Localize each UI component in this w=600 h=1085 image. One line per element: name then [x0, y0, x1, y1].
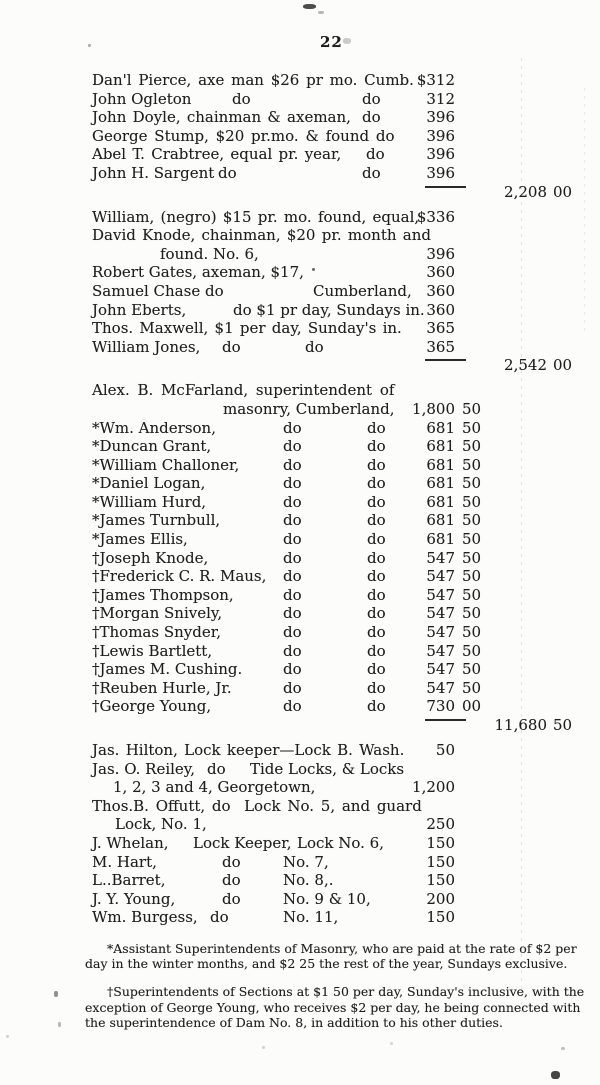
row-ditto: Lock Keeper, [193, 833, 292, 852]
row-amount: 1,200 [412, 778, 455, 797]
ledger-row [0, 549, 600, 568]
ledger-row [0, 871, 600, 890]
row-ditto: do [222, 889, 241, 908]
row-ditto: do [362, 163, 381, 182]
row-name: †Reuben Hurle, Jr. [92, 678, 232, 697]
ledger-section [0, 381, 600, 735]
row-name: found. No. 6, [160, 244, 259, 263]
page-number: 22 [320, 33, 343, 51]
row-name: William, (negro) $15 pr. mo. found, equal, [92, 207, 420, 226]
row-ditto: do [367, 697, 386, 716]
subtotal-cents: 00 [553, 356, 573, 375]
scan-speck [262, 1046, 265, 1049]
ledger-row [0, 419, 600, 438]
subtotal-cents: 00 [553, 182, 573, 201]
subtotal-row [0, 356, 600, 375]
row-name: John H. Sargent [92, 163, 215, 182]
row-amount: 150 [426, 852, 455, 871]
row-ditto: do [367, 474, 386, 493]
row-ditto: do [367, 511, 386, 530]
row-ditto: No. 7, [283, 852, 329, 871]
row-ditto: do [367, 418, 386, 437]
row-amount: 396 [426, 126, 455, 145]
row-amount: 681 [426, 511, 455, 530]
ledger-row [0, 437, 600, 456]
row-amount: 681 [426, 418, 455, 437]
row-amount: 200 [426, 889, 455, 908]
row-amount: 396 [426, 163, 455, 182]
scan-speck [88, 44, 91, 47]
row-name: †James M. Cushing. [92, 660, 243, 679]
row-amount: 547 [426, 585, 455, 604]
subtotal-cents: 50 [553, 716, 573, 734]
row-cents: 50 [462, 623, 482, 642]
row-amount: 547 [426, 678, 455, 697]
ledger-row [0, 71, 600, 90]
footnote-line: the superintendence of Dam No. 8, in addition to his other duties. [85, 1014, 503, 1030]
row-amount: $312 [416, 71, 455, 89]
row-name: †James Thompson, [92, 585, 234, 604]
row-amount: 730 [426, 697, 455, 716]
row-ditto: do [222, 871, 241, 890]
row-ditto: do [283, 641, 302, 660]
row-ditto: do [218, 163, 237, 182]
row-ditto: do [367, 678, 386, 697]
row-name: John Doyle, chainman & axeman, [92, 108, 351, 127]
ledger-row [0, 853, 600, 872]
row-ditto: do [367, 585, 386, 604]
row-amount: 547 [426, 604, 455, 623]
ledger [0, 71, 600, 933]
row-cents: 50 [462, 455, 482, 474]
ledger-row [0, 660, 600, 679]
row-ditto: do [283, 530, 302, 549]
row-amount: 150 [426, 833, 455, 852]
row-ditto: do [367, 437, 386, 456]
row-ditto: No. 8,. [283, 871, 334, 890]
row-ditto: No. 9 & 10, [283, 889, 371, 908]
row-amount: 547 [426, 567, 455, 586]
row-ditto: do [222, 852, 241, 871]
row-amount: 547 [426, 623, 455, 642]
row-cents: 50 [462, 641, 482, 660]
row-name: William Jones, [92, 337, 201, 356]
row-ditto: do [283, 585, 302, 604]
row-ditto: do [207, 759, 226, 778]
ledger-row [0, 263, 600, 282]
row-ditto: do [205, 281, 224, 300]
row-ditto: do [283, 567, 302, 586]
footnote-line: day in the winter months, and $2 25 the rest of the year, Sundays exclusive. [85, 956, 568, 972]
row-ditto: do [232, 89, 251, 108]
footnote-line: †Superintendents of Sections at $1 50 per day, Sunday's inclusive, with the [107, 984, 585, 1000]
ledger-row [0, 108, 600, 127]
row-name: masonry, Cumberland, [223, 399, 395, 418]
ledger-row [0, 456, 600, 475]
row-amount: 150 [426, 908, 455, 927]
ledger-row [0, 474, 600, 493]
ledger-row [0, 567, 600, 586]
row-name: J. Y. Young, [92, 889, 176, 908]
row-amount: 1,800 [412, 399, 455, 418]
row-amount: 681 [426, 530, 455, 549]
subtotal-row [0, 183, 600, 202]
row-name: David Knode, chainman, $20 pr. month and [92, 226, 431, 245]
row-amount: 360 [426, 263, 455, 282]
ledger-section [0, 208, 600, 376]
row-amount: 365 [426, 319, 455, 338]
row-amount: 681 [426, 474, 455, 493]
scan-speck [318, 11, 324, 14]
row-cents: 00 [462, 697, 482, 716]
ledger-row [0, 834, 600, 853]
ledger-row [0, 760, 600, 779]
scan-speck [54, 991, 58, 997]
row-ditto: Cumberland, [313, 281, 412, 300]
row-ditto: do [367, 641, 386, 660]
row-name: †Morgan Snively, [92, 604, 223, 623]
ledger-row [0, 208, 600, 227]
ledger-row [0, 381, 600, 400]
footnote-line: *Assistant Superintendents of Masonry, who are paid at the rate of $2 per [107, 941, 577, 956]
scan-speck [551, 1071, 560, 1079]
row-cents: 50 [462, 418, 482, 437]
row-amount: 396 [426, 145, 455, 164]
row-name: Wm. Burgess, [92, 908, 198, 927]
row-name: Dan'l Pierce, axe man $26 pr mo. Cumb. [92, 71, 414, 89]
ledger-row [0, 623, 600, 642]
row-amount: 150 [426, 871, 455, 890]
ledger-row [0, 301, 600, 320]
row-cents: 50 [462, 548, 482, 567]
row-amount: 547 [426, 548, 455, 567]
row-cents: 50 [462, 511, 482, 530]
row-ditto: do [362, 108, 381, 127]
row-name: *Duncan Grant, [92, 437, 212, 456]
ledger-row [0, 778, 600, 797]
subtotal-dollars: 2,208 [504, 182, 547, 201]
ledger-row [0, 815, 600, 834]
ledger-row [0, 493, 600, 512]
row-ditto: do [367, 492, 386, 511]
row-ditto: do [367, 623, 386, 642]
row-amount: 681 [426, 437, 455, 456]
row-ditto: do [283, 604, 302, 623]
ledger-row [0, 400, 600, 419]
scan-speck [390, 1042, 393, 1045]
row-amount: 365 [426, 337, 455, 356]
row-amount: $336 [416, 207, 455, 226]
row-name: Robert Gates, axeman, $17, [92, 263, 304, 282]
row-ditto: do [283, 437, 302, 456]
ledger-section [0, 71, 600, 202]
scan-speck [58, 1022, 61, 1027]
row-name: †Thomas Snyder, [92, 623, 222, 642]
row-name: *William Challoner, [92, 455, 240, 474]
row-ditto: do [222, 337, 241, 356]
row-cents: 50 [462, 530, 482, 549]
row-name: *Daniel Logan, [92, 474, 206, 493]
row-cents: 50 [462, 399, 482, 418]
row-name: J. Whelan, [92, 833, 169, 852]
ledger-row [0, 586, 600, 605]
row-amount: 547 [426, 660, 455, 679]
row-ditto: do [367, 455, 386, 474]
row-name: L..Barret, [92, 871, 166, 890]
row-amount: 681 [426, 455, 455, 474]
row-amount: 50 [435, 741, 455, 759]
subtotal-row [0, 716, 600, 735]
ledger-row [0, 797, 600, 816]
ledger-row [0, 90, 600, 109]
row-name: Alex. B. McFarland, superintendent of [92, 381, 395, 400]
ledger-row [0, 338, 600, 357]
row-name: Jas. O. Reiley, [92, 759, 196, 778]
row-name: †George Young, [92, 697, 212, 716]
row-name: *William Hurd, [92, 492, 207, 511]
footnotes [85, 941, 585, 1043]
ledger-row [0, 890, 600, 909]
scan-speck [6, 1035, 9, 1038]
row-ditto: do [367, 604, 386, 623]
ledger-row [0, 282, 600, 301]
row-name: *Wm. Anderson, [92, 418, 216, 437]
row-ditto: do [283, 455, 302, 474]
row-ditto: Lock No. 6, [297, 833, 384, 852]
ledger-section [0, 741, 600, 927]
row-ditto: do [283, 697, 302, 716]
row-ditto: do [283, 678, 302, 697]
ledger-row [0, 127, 600, 146]
row-ditto: Tide Locks, & Locks [250, 759, 405, 778]
ledger-row [0, 511, 600, 530]
row-name: Abel T. Crabtree, equal pr. year, [92, 145, 342, 164]
row-ditto: do [362, 89, 381, 108]
row-cents: 50 [462, 474, 482, 493]
row-amount: 360 [426, 300, 455, 319]
footnote-line: exception of George Young, who receives $2 per day, he being connected with [85, 999, 581, 1015]
row-name: Jas. Hilton, Lock keeper—Lock B. Wash. [92, 741, 405, 759]
ledger-row [0, 642, 600, 661]
row-amount: 250 [426, 815, 455, 834]
row-ditto: do [283, 623, 302, 642]
row-name: 1, 2, 3 and 4, Georgetown, [113, 778, 316, 797]
ledger-row [0, 741, 600, 760]
row-amount: 396 [426, 244, 455, 263]
row-name: *James Ellis, [92, 530, 188, 549]
ledger-row [0, 697, 600, 716]
footnote [85, 941, 580, 971]
row-name: Samuel Chase [92, 281, 201, 300]
row-amount: 681 [426, 492, 455, 511]
row-name: †Joseph Knode, [92, 548, 209, 567]
row-ditto: do [367, 548, 386, 567]
row-name: Thos. Maxwell, $1 per day, Sunday's in. [92, 319, 402, 338]
row-name: George Stump, $20 pr.mo. & found do [92, 126, 395, 145]
scan-fold-line [521, 58, 522, 1012]
row-ditto: do [210, 908, 229, 927]
ledger-row [0, 679, 600, 698]
row-ditto: do [367, 660, 386, 679]
row-name: †Frederick C. R. Maus, [92, 567, 267, 586]
ledger-row [0, 226, 600, 245]
row-ditto: do [283, 418, 302, 437]
row-cents: 50 [462, 492, 482, 511]
scan-speck [561, 1047, 565, 1050]
footnote [85, 984, 585, 1030]
ledger-row [0, 245, 600, 264]
ledger-row [0, 530, 600, 549]
row-name: John Ogleton [92, 89, 192, 108]
row-ditto: do [283, 474, 302, 493]
row-name: †Lewis Bartlett, [92, 641, 213, 660]
row-ditto: do [367, 530, 386, 549]
row-name: Lock, No. 1, [115, 815, 207, 834]
row-name: M. Hart, [92, 852, 157, 871]
row-amount: 360 [426, 281, 455, 300]
row-ditto: do $1 pr day, Sundays in. [233, 300, 425, 319]
subtotal-dollars: 11,680 [494, 716, 547, 734]
row-ditto: do [366, 145, 385, 164]
scan-speck [312, 268, 315, 271]
ledger-row [0, 319, 600, 338]
row-cents: 50 [462, 660, 482, 679]
row-ditto: do [283, 660, 302, 679]
row-amount: 312 [426, 89, 455, 108]
row-ditto: do [283, 511, 302, 530]
ledger-row [0, 908, 600, 927]
row-cents: 50 [462, 437, 482, 456]
subtotal-dollars: 2,542 [504, 356, 547, 375]
row-cents: 50 [462, 678, 482, 697]
scan-speck [343, 38, 351, 44]
row-cents: 50 [462, 604, 482, 623]
row-ditto: do [283, 492, 302, 511]
row-name: Thos.B. Offutt, do Lock No. 5, and guard [92, 796, 422, 815]
row-amount: 396 [426, 108, 455, 127]
row-ditto: No. 11, [283, 908, 339, 927]
row-name: John Eberts, [92, 300, 187, 319]
scan-speck [303, 4, 316, 9]
row-amount: 547 [426, 641, 455, 660]
ledger-row [0, 145, 600, 164]
row-cents: 50 [462, 567, 482, 586]
row-ditto: do [305, 337, 324, 356]
ledger-row [0, 164, 600, 183]
row-cents: 50 [462, 585, 482, 604]
ledger-row [0, 604, 600, 623]
row-ditto: do [367, 567, 386, 586]
row-name: *James Turnbull, [92, 511, 221, 530]
row-ditto: do [283, 548, 302, 567]
scan-fold-line [584, 88, 585, 332]
